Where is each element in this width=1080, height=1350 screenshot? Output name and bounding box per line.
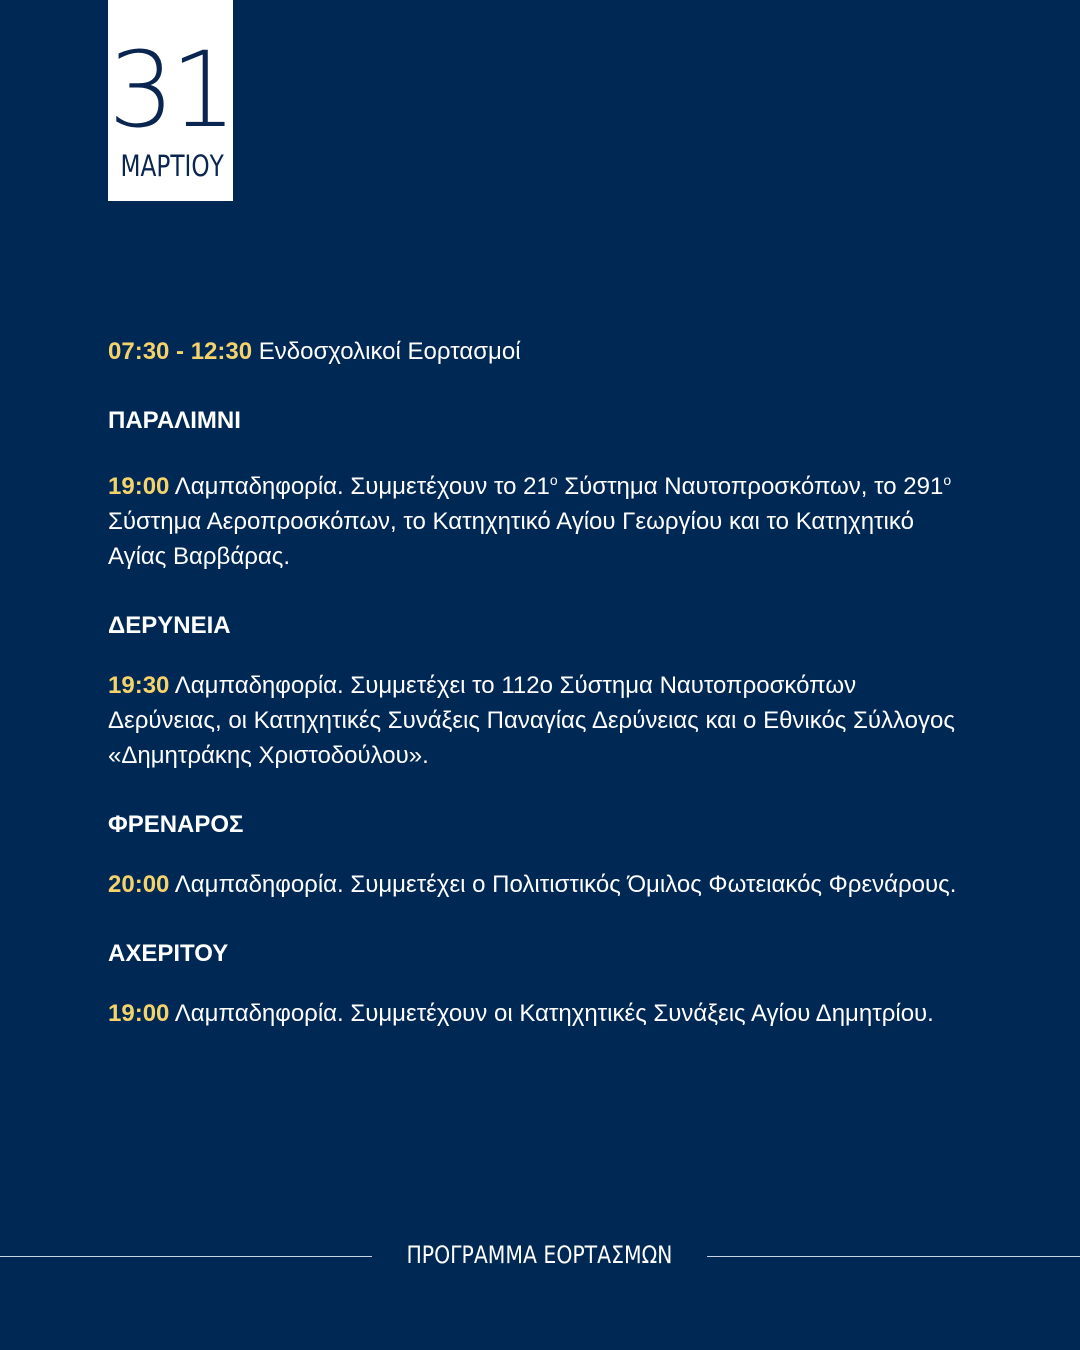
entry-text: Σύστημα Αεροπροσκόπων, το Κατηχητικό Αγίου Γεωργίου και το Κατηχητικό Αγίας Βαρβάρας.	[108, 508, 914, 570]
footer-divider-left	[0, 1256, 372, 1257]
entry-text: Σύστημα Ναυτοπροσκόπων, το 291	[557, 473, 944, 500]
entry-text: Λαμπαδηφορία. Συμμετέχουν οι Κατηχητικές Συνάξεις Αγίου Δημητρίου.	[174, 1000, 934, 1027]
footer	[0, 1238, 1080, 1274]
entry-time: 19:30	[108, 672, 170, 699]
entry-text: Ενδοσχολικοί Εορτασμοί	[258, 338, 521, 365]
schedule	[108, 334, 968, 1031]
schedule-entry-acheritou	[108, 996, 968, 1031]
ordinal-sup: ο	[943, 472, 952, 488]
footer-divider-right	[707, 1256, 1080, 1257]
date-day: 31	[108, 29, 233, 151]
entry-time: 07:30 - 12:30	[108, 338, 253, 365]
entry-text: Λαμπαδηφορία. Συμμετέχουν το 21	[174, 473, 550, 500]
entry-text: Λαμπαδηφορία. Συμμετέχει ο Πολιτιστικός Όμιλος Φωτειακός Φρενάρους.	[174, 871, 957, 898]
location-heading-acheritou: ΑΧΕΡΙΤΟΥ	[108, 940, 229, 967]
entry-time: 19:00	[108, 1000, 170, 1027]
footer-label: ΠΡΟΓΡΑΜΜΑ ΕΟΡΤΑΣΜΩΝ	[406, 1241, 673, 1269]
location-heading-deryneia: ΔΕΡΥΝΕΙΑ	[108, 612, 231, 639]
date-month: ΜΑΡΤΙΟΥ	[120, 149, 224, 183]
ordinal-sup: ο	[549, 472, 558, 488]
entry-text: Λαμπαδηφορία. Συμμετέχει το 112ο Σύστημα Ναυτοπροσκόπων Δερύνειας, οι Κατηχητικές Συνάξεις Παναγίας Δερύνειας και ο Εθνικός Σύλλογος «Δημητράκης Χριστοδούλου».	[108, 672, 955, 769]
location-heading-frenaros: ΦΡΕΝΑΡΟΣ	[108, 811, 244, 838]
location-heading-paralimni: ΠΑΡΑΛΙΜΝΙ	[108, 407, 241, 434]
entry-time: 19:00	[108, 473, 170, 500]
footer-title	[372, 1238, 707, 1272]
intro-entry	[108, 334, 968, 369]
entry-time: 20:00	[108, 871, 170, 898]
date-card	[108, 0, 233, 201]
schedule-entry-paralimni	[108, 463, 968, 574]
schedule-entry-frenaros	[108, 867, 968, 902]
schedule-entry-deryneia	[108, 668, 968, 773]
